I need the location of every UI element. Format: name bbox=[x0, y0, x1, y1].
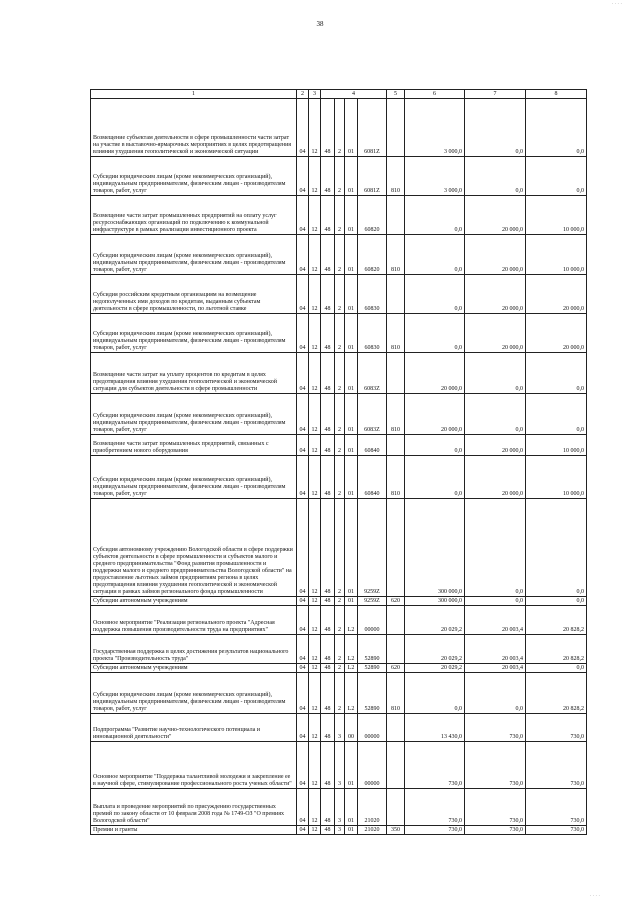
table-row bbox=[91, 714, 587, 742]
section-code-cell: 04 bbox=[297, 635, 309, 664]
subsection-code-cell: 12 bbox=[309, 499, 321, 597]
row-name-cell: Субсидии юридическим лицам (кроме некоммерческих организаций), индивидуальным предпринимателям, физическим лицам - производителям товаров, работ, услуг bbox=[91, 157, 297, 196]
program-code-cell: 48 bbox=[321, 353, 335, 394]
expense-type-cell: 810 bbox=[387, 456, 405, 499]
table-row bbox=[91, 664, 587, 673]
expense-code-cell: 21020 bbox=[358, 826, 387, 835]
amount-col7-cell: 20 000,0 bbox=[465, 456, 526, 499]
amount-col8-cell: 20 000,0 bbox=[526, 314, 587, 353]
expense-type-cell bbox=[387, 353, 405, 394]
subprogram-code-cell: 2 bbox=[335, 235, 345, 275]
amount-col6-cell: 300 000,0 bbox=[405, 597, 465, 606]
section-code-cell: 04 bbox=[297, 435, 309, 456]
budget-table bbox=[90, 89, 587, 835]
expense-code-cell: 9259Z bbox=[358, 499, 387, 597]
subprogram-code-cell: 2 bbox=[335, 597, 345, 606]
amount-col8-cell: 0,0 bbox=[526, 157, 587, 196]
amount-col6-cell: 20 029,2 bbox=[405, 606, 465, 635]
section-code-cell: 04 bbox=[297, 196, 309, 235]
section-code-cell: 04 bbox=[297, 664, 309, 673]
amount-col7-cell: 20 000,0 bbox=[465, 275, 526, 314]
amount-col8-cell: 20 828,2 bbox=[526, 606, 587, 635]
program-code-cell: 48 bbox=[321, 664, 335, 673]
program-code-cell: 48 bbox=[321, 235, 335, 275]
row-name-cell: Премии и гранты bbox=[91, 826, 297, 835]
amount-col7-cell: 20 000,0 bbox=[465, 435, 526, 456]
event-code-cell: 01 bbox=[345, 597, 358, 606]
row-name-cell: Основное мероприятие "Поддержка талантливой молодежи и закрепление ее в научной сфере, стимулирование профессионального роста ученых области" bbox=[91, 742, 297, 789]
amount-col7-cell: 20 000,0 bbox=[465, 235, 526, 275]
amount-col6-cell: 0,0 bbox=[405, 456, 465, 499]
table-row bbox=[91, 742, 587, 789]
section-code-cell: 04 bbox=[297, 673, 309, 714]
table-row bbox=[91, 435, 587, 456]
event-code-cell: 01 bbox=[345, 275, 358, 314]
event-code-cell: 01 bbox=[345, 353, 358, 394]
program-code-cell: 48 bbox=[321, 499, 335, 597]
amount-col8-cell: 730,0 bbox=[526, 826, 587, 835]
expense-code-cell: 6081Z bbox=[358, 99, 387, 157]
amount-col7-cell: 730,0 bbox=[465, 714, 526, 742]
expense-code-cell: 00000 bbox=[358, 606, 387, 635]
row-name-cell: Субсидии автономным учреждениям bbox=[91, 597, 297, 606]
amount-col6-cell: 0,0 bbox=[405, 275, 465, 314]
expense-type-cell bbox=[387, 275, 405, 314]
amount-col6-cell: 20 029,2 bbox=[405, 635, 465, 664]
amount-col8-cell: 0,0 bbox=[526, 99, 587, 157]
table-row bbox=[91, 606, 587, 635]
expense-code-cell: 00000 bbox=[358, 714, 387, 742]
amount-col6-cell: 0,0 bbox=[405, 435, 465, 456]
amount-col6-cell: 3 000,0 bbox=[405, 99, 465, 157]
amount-col8-cell: 20 000,0 bbox=[526, 275, 587, 314]
table-row bbox=[91, 99, 587, 157]
subsection-code-cell: 12 bbox=[309, 99, 321, 157]
table-row bbox=[91, 314, 587, 353]
subsection-code-cell: 12 bbox=[309, 456, 321, 499]
expense-code-cell: 60830 bbox=[358, 314, 387, 353]
expense-type-cell: 810 bbox=[387, 394, 405, 435]
expense-type-cell bbox=[387, 714, 405, 742]
event-code-cell: 01 bbox=[345, 499, 358, 597]
subprogram-code-cell: 2 bbox=[335, 275, 345, 314]
amount-col8-cell: 0,0 bbox=[526, 597, 587, 606]
event-code-cell: 00 bbox=[345, 714, 358, 742]
event-code-cell: 01 bbox=[345, 742, 358, 789]
expense-type-cell: 810 bbox=[387, 157, 405, 196]
scan-corner-mark: · · · · bbox=[611, 2, 622, 7]
amount-col7-cell: 20 000,0 bbox=[465, 196, 526, 235]
program-code-cell: 48 bbox=[321, 826, 335, 835]
expense-type-cell: 620 bbox=[387, 664, 405, 673]
header-cell: 1 bbox=[91, 90, 297, 99]
row-name-cell: Субсидии юридическим лицам (кроме некоммерческих организаций), индивидуальным предпринимателям, физическим лицам - производителям товаров, работ, услуг bbox=[91, 456, 297, 499]
section-code-cell: 04 bbox=[297, 99, 309, 157]
amount-col8-cell: 10 000,0 bbox=[526, 235, 587, 275]
expense-type-cell bbox=[387, 196, 405, 235]
section-code-cell: 04 bbox=[297, 314, 309, 353]
section-code-cell: 04 bbox=[297, 597, 309, 606]
table-row bbox=[91, 673, 587, 714]
row-name-cell: Возмещение части затрат на уплату процентов по кредитам в целях предотвращения влияния ухудшения геополитической и экономической ситуации для субъектов деятельности в сфере промышленности bbox=[91, 353, 297, 394]
expense-code-cell: 60840 bbox=[358, 435, 387, 456]
subsection-code-cell: 12 bbox=[309, 789, 321, 826]
row-name-cell: Субсидия автономному учреждению Вологодской области в сфере поддержки субъектов деятельности в сфере промышленности и субъектов малого и среднего предпринимательства "Фонд развития промышленности и поддержки малого и среднего предпринимательства Вологодской области" на предоставление льготных займов предприятиям региона в целях предотвращения влияния ухудшения геополитической и экономической ситуации в рамках займов регионального фонда промышленности bbox=[91, 499, 297, 597]
amount-col6-cell: 20 029,2 bbox=[405, 664, 465, 673]
table-row bbox=[91, 635, 587, 664]
subsection-code-cell: 12 bbox=[309, 606, 321, 635]
amount-col7-cell: 0,0 bbox=[465, 394, 526, 435]
subsection-code-cell: 12 bbox=[309, 314, 321, 353]
amount-col8-cell: 0,0 bbox=[526, 353, 587, 394]
table-row bbox=[91, 275, 587, 314]
amount-col6-cell: 20 000,0 bbox=[405, 353, 465, 394]
table-row bbox=[91, 499, 587, 597]
page-number: 38 bbox=[316, 20, 324, 28]
expense-type-cell bbox=[387, 742, 405, 789]
row-name-cell: Подпрограмма "Развитие научно-технологического потенциала и инновационной деятельности" bbox=[91, 714, 297, 742]
section-code-cell: 04 bbox=[297, 789, 309, 826]
amount-col6-cell: 0,0 bbox=[405, 673, 465, 714]
program-code-cell: 48 bbox=[321, 275, 335, 314]
program-code-cell: 48 bbox=[321, 789, 335, 826]
subprogram-code-cell: 2 bbox=[335, 196, 345, 235]
subprogram-code-cell: 2 bbox=[335, 456, 345, 499]
subsection-code-cell: 12 bbox=[309, 435, 321, 456]
program-code-cell: 48 bbox=[321, 714, 335, 742]
amount-col7-cell: 0,0 bbox=[465, 157, 526, 196]
expense-type-cell bbox=[387, 606, 405, 635]
table-row bbox=[91, 353, 587, 394]
subprogram-code-cell: 2 bbox=[335, 435, 345, 456]
row-name-cell: Выплата и проведение мероприятий по присуждению государственных премий по закону области от 10 февраля 2008 года № 1749-ОЗ "О премиях Вологодской области" bbox=[91, 789, 297, 826]
header-cell: 4 bbox=[321, 90, 387, 99]
subprogram-code-cell: 2 bbox=[335, 664, 345, 673]
subprogram-code-cell: 2 bbox=[335, 499, 345, 597]
amount-col6-cell: 20 000,0 bbox=[405, 394, 465, 435]
table-row bbox=[91, 394, 587, 435]
subsection-code-cell: 12 bbox=[309, 235, 321, 275]
amount-col6-cell: 730,0 bbox=[405, 742, 465, 789]
header-cell: 2 bbox=[297, 90, 309, 99]
expense-code-cell: 60820 bbox=[358, 196, 387, 235]
amount-col7-cell: 0,0 bbox=[465, 99, 526, 157]
expense-code-cell: 52890 bbox=[358, 635, 387, 664]
event-code-cell: L2 bbox=[345, 635, 358, 664]
subprogram-code-cell: 2 bbox=[335, 606, 345, 635]
program-code-cell: 48 bbox=[321, 742, 335, 789]
expense-code-cell: 52890 bbox=[358, 673, 387, 714]
header-cell: 5 bbox=[387, 90, 405, 99]
program-code-cell: 48 bbox=[321, 597, 335, 606]
expense-code-cell: 9259Z bbox=[358, 597, 387, 606]
table-row bbox=[91, 597, 587, 606]
section-code-cell: 04 bbox=[297, 235, 309, 275]
section-code-cell: 04 bbox=[297, 826, 309, 835]
section-code-cell: 04 bbox=[297, 606, 309, 635]
event-code-cell: L2 bbox=[345, 664, 358, 673]
expense-type-cell bbox=[387, 635, 405, 664]
program-code-cell: 48 bbox=[321, 435, 335, 456]
program-code-cell: 48 bbox=[321, 456, 335, 499]
program-code-cell: 48 bbox=[321, 314, 335, 353]
row-name-cell: Субсидии юридическим лицам (кроме некоммерческих организаций), индивидуальным предпринимателям, физическим лицам - производителям товаров, работ, услуг bbox=[91, 673, 297, 714]
table-row bbox=[91, 456, 587, 499]
amount-col7-cell: 20 003,4 bbox=[465, 664, 526, 673]
header-cell: 6 bbox=[405, 90, 465, 99]
subsection-code-cell: 12 bbox=[309, 394, 321, 435]
section-code-cell: 04 bbox=[297, 456, 309, 499]
section-code-cell: 04 bbox=[297, 714, 309, 742]
section-code-cell: 04 bbox=[297, 394, 309, 435]
program-code-cell: 48 bbox=[321, 673, 335, 714]
amount-col7-cell: 20 003,4 bbox=[465, 635, 526, 664]
amount-col8-cell: 20 828,2 bbox=[526, 673, 587, 714]
row-name-cell: Возмещение субъектам деятельности в сфере промышленности части затрат на участие в выставочно-ярмарочных мероприятиях в целях предотвращения влияния ухудшения геополитической и экономической ситуации bbox=[91, 99, 297, 157]
event-code-cell: 01 bbox=[345, 789, 358, 826]
row-name-cell: Субсидии юридическим лицам (кроме некоммерческих организаций), индивидуальным предпринимателям, физическим лицам - производителям товаров, работ, услуг bbox=[91, 394, 297, 435]
amount-col7-cell: 0,0 bbox=[465, 673, 526, 714]
amount-col8-cell: 0,0 bbox=[526, 394, 587, 435]
subsection-code-cell: 12 bbox=[309, 157, 321, 196]
amount-col6-cell: 0,0 bbox=[405, 314, 465, 353]
subsection-code-cell: 12 bbox=[309, 742, 321, 789]
amount-col8-cell: 20 828,2 bbox=[526, 635, 587, 664]
expense-type-cell bbox=[387, 499, 405, 597]
row-name-cell: Основное мероприятие "Реализация регионального проекта "Адресная поддержка повышения производительности труда на предприятиях" bbox=[91, 606, 297, 635]
amount-col8-cell: 0,0 bbox=[526, 664, 587, 673]
subprogram-code-cell: 2 bbox=[335, 157, 345, 196]
table-row bbox=[91, 157, 587, 196]
header-cell: 7 bbox=[465, 90, 526, 99]
expense-type-cell: 810 bbox=[387, 235, 405, 275]
section-code-cell: 04 bbox=[297, 353, 309, 394]
amount-col6-cell: 0,0 bbox=[405, 235, 465, 275]
subsection-code-cell: 12 bbox=[309, 673, 321, 714]
table-row bbox=[91, 196, 587, 235]
expense-type-cell: 810 bbox=[387, 673, 405, 714]
subprogram-code-cell: 2 bbox=[335, 394, 345, 435]
event-code-cell: 01 bbox=[345, 314, 358, 353]
expense-type-cell bbox=[387, 435, 405, 456]
program-code-cell: 48 bbox=[321, 635, 335, 664]
program-code-cell: 48 bbox=[321, 157, 335, 196]
expense-type-cell: 810 bbox=[387, 314, 405, 353]
expense-code-cell: 60830 bbox=[358, 275, 387, 314]
table-row bbox=[91, 826, 587, 835]
event-code-cell: 01 bbox=[345, 235, 358, 275]
event-code-cell: 01 bbox=[345, 99, 358, 157]
amount-col6-cell: 0,0 bbox=[405, 196, 465, 235]
row-name-cell: Субсидия российским кредитным организациям на возмещение недополученных ими доходов по кредитам, выданным субъектам деятельности в сфере промышленности, по льготной ставке bbox=[91, 275, 297, 314]
expense-code-cell: 60840 bbox=[358, 456, 387, 499]
expense-code-cell: 6081Z bbox=[358, 157, 387, 196]
amount-col8-cell: 730,0 bbox=[526, 742, 587, 789]
subprogram-code-cell: 3 bbox=[335, 826, 345, 835]
subprogram-code-cell: 3 bbox=[335, 742, 345, 789]
header-cell: 3 bbox=[309, 90, 321, 99]
subprogram-code-cell: 2 bbox=[335, 314, 345, 353]
event-code-cell: L2 bbox=[345, 673, 358, 714]
subsection-code-cell: 12 bbox=[309, 635, 321, 664]
amount-col6-cell: 730,0 bbox=[405, 789, 465, 826]
row-name-cell: Субсидии юридическим лицам (кроме некоммерческих организаций), индивидуальным предпринимателям, физическим лицам - производителям товаров, работ, услуг bbox=[91, 314, 297, 353]
amount-col6-cell: 13 430,0 bbox=[405, 714, 465, 742]
subsection-code-cell: 12 bbox=[309, 597, 321, 606]
amount-col7-cell: 0,0 bbox=[465, 499, 526, 597]
amount-col7-cell: 0,0 bbox=[465, 597, 526, 606]
amount-col7-cell: 20 003,4 bbox=[465, 606, 526, 635]
amount-col8-cell: 10 000,0 bbox=[526, 196, 587, 235]
subprogram-code-cell: 2 bbox=[335, 99, 345, 157]
row-name-cell: Субсидии автономным учреждениям bbox=[91, 664, 297, 673]
amount-col8-cell: 730,0 bbox=[526, 789, 587, 826]
section-code-cell: 04 bbox=[297, 275, 309, 314]
table-row bbox=[91, 235, 587, 275]
event-code-cell: 01 bbox=[345, 157, 358, 196]
subprogram-code-cell: 2 bbox=[335, 673, 345, 714]
header-cell: 8 bbox=[526, 90, 587, 99]
subprogram-code-cell: 3 bbox=[335, 789, 345, 826]
section-code-cell: 04 bbox=[297, 157, 309, 196]
subsection-code-cell: 12 bbox=[309, 664, 321, 673]
amount-col7-cell: 730,0 bbox=[465, 826, 526, 835]
expense-code-cell: 00000 bbox=[358, 742, 387, 789]
amount-col7-cell: 20 000,0 bbox=[465, 314, 526, 353]
subsection-code-cell: 12 bbox=[309, 275, 321, 314]
table-header-row bbox=[91, 90, 587, 99]
event-code-cell: L2 bbox=[345, 606, 358, 635]
subprogram-code-cell: 2 bbox=[335, 353, 345, 394]
amount-col6-cell: 300 000,0 bbox=[405, 499, 465, 597]
row-name-cell: Возмещение части затрат промышленных предприятий, связанных с приобретением нового оборудования bbox=[91, 435, 297, 456]
expense-type-cell: 620 bbox=[387, 597, 405, 606]
scan-foot-mark: · · · · bbox=[589, 894, 600, 899]
amount-col7-cell: 730,0 bbox=[465, 742, 526, 789]
expense-code-cell: 21020 bbox=[358, 789, 387, 826]
amount-col7-cell: 730,0 bbox=[465, 789, 526, 826]
event-code-cell: 01 bbox=[345, 435, 358, 456]
subprogram-code-cell: 2 bbox=[335, 635, 345, 664]
program-code-cell: 48 bbox=[321, 196, 335, 235]
program-code-cell: 48 bbox=[321, 99, 335, 157]
amount-col8-cell: 10 000,0 bbox=[526, 435, 587, 456]
event-code-cell: 01 bbox=[345, 456, 358, 499]
table-row bbox=[91, 789, 587, 826]
expense-code-cell: 52890 bbox=[358, 664, 387, 673]
expense-type-cell bbox=[387, 99, 405, 157]
program-code-cell: 48 bbox=[321, 606, 335, 635]
amount-col8-cell: 10 000,0 bbox=[526, 456, 587, 499]
row-name-cell: Возмещение части затрат промышленных предприятий на оплату услуг ресурсоснабжающих организаций по подключению к коммунальной инфраструктуре в рамках реализации инвестиционного проекта bbox=[91, 196, 297, 235]
section-code-cell: 04 bbox=[297, 499, 309, 597]
row-name-cell: Субсидии юридическим лицам (кроме некоммерческих организаций), индивидуальным предпринимателям, физическим лицам - производителям товаров, работ, услуг bbox=[91, 235, 297, 275]
expense-code-cell: 60820 bbox=[358, 235, 387, 275]
amount-col8-cell: 730,0 bbox=[526, 714, 587, 742]
amount-col6-cell: 3 000,0 bbox=[405, 157, 465, 196]
expense-type-cell: 350 bbox=[387, 826, 405, 835]
subsection-code-cell: 12 bbox=[309, 196, 321, 235]
expense-code-cell: 6083Z bbox=[358, 394, 387, 435]
expense-code-cell: 6083Z bbox=[358, 353, 387, 394]
amount-col7-cell: 0,0 bbox=[465, 353, 526, 394]
amount-col8-cell: 0,0 bbox=[526, 499, 587, 597]
expense-type-cell bbox=[387, 789, 405, 826]
amount-col6-cell: 730,0 bbox=[405, 826, 465, 835]
subsection-code-cell: 12 bbox=[309, 714, 321, 742]
event-code-cell: 01 bbox=[345, 826, 358, 835]
section-code-cell: 04 bbox=[297, 742, 309, 789]
row-name-cell: Государственная поддержка в целях достижения результатов национального проекта "Производительность труда" bbox=[91, 635, 297, 664]
event-code-cell: 01 bbox=[345, 394, 358, 435]
subsection-code-cell: 12 bbox=[309, 353, 321, 394]
program-code-cell: 48 bbox=[321, 394, 335, 435]
event-code-cell: 01 bbox=[345, 196, 358, 235]
subsection-code-cell: 12 bbox=[309, 826, 321, 835]
subprogram-code-cell: 3 bbox=[335, 714, 345, 742]
